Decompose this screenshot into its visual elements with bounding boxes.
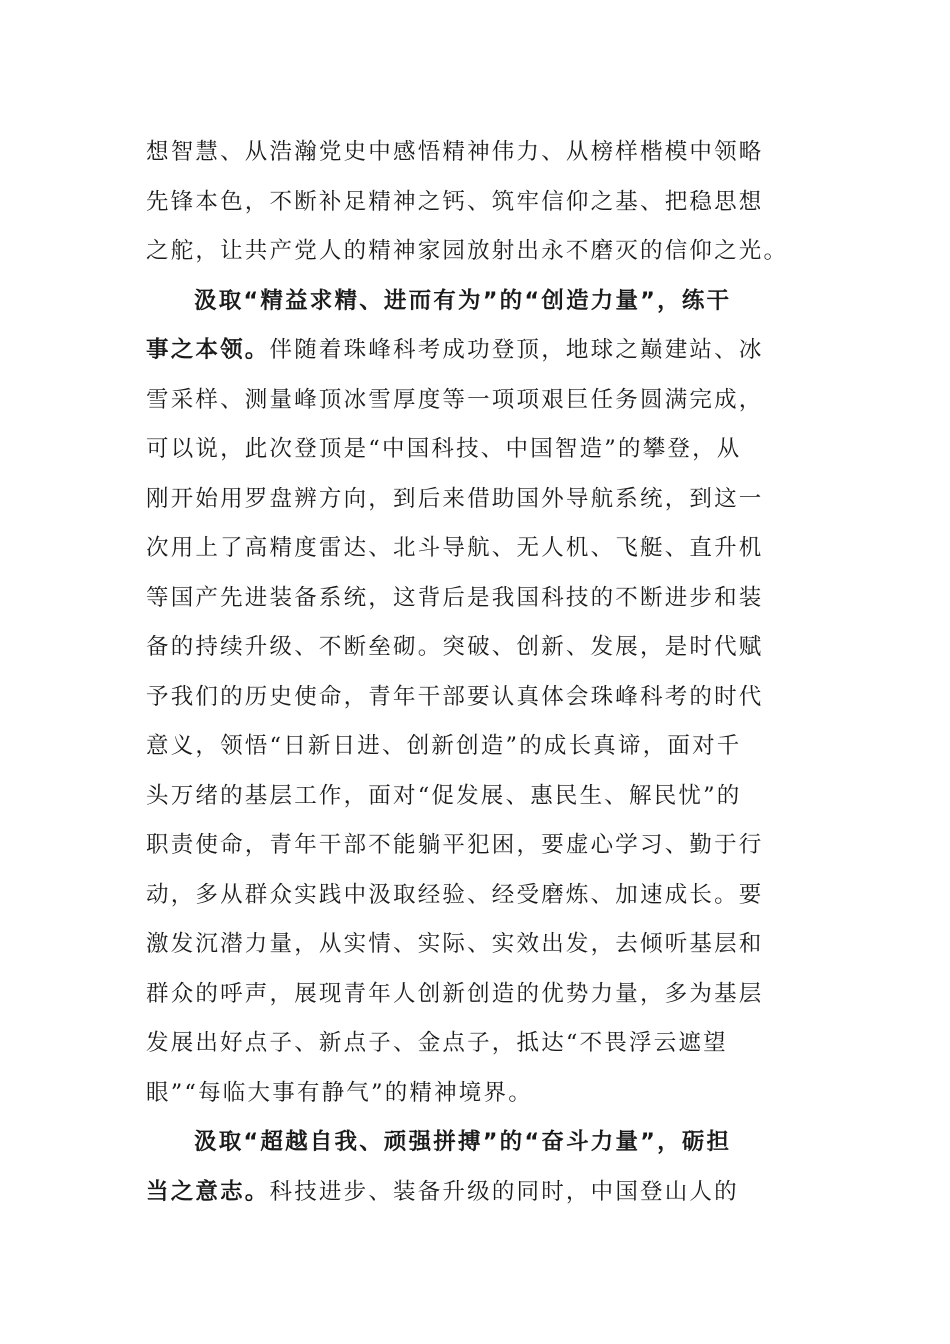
paragraph-line: 职责使命，青年干部不能躺平犯困，要虚心学习、勤于行 — [146, 832, 764, 858]
paragraph-line: 可以说，此次登顶是“中国科技、中国智造”的攀登，从 — [146, 436, 742, 462]
paragraph-line: 发展出好点子、新点子、金点子，抵达“不畏浮云遮望 — [146, 1030, 728, 1056]
paragraph-line: 等国产先进装备系统，这背后是我国科技的不断进步和装 — [146, 584, 764, 611]
paragraph-line: 雪采样、测量峰顶冰雪厚度等一项项艰巨任务圆满完成， — [146, 386, 764, 413]
paragraph-text: 科技进步、装备升级的同时，中国登山人的 — [269, 1178, 739, 1205]
document-body — [146, 128, 806, 1217]
paragraph-line: 激发沉潜力量，从实情、实际、实效出发，去倾听基层和 — [146, 931, 764, 957]
paragraph-line: 动，多从群众实践中汲取经验、经受磨炼、加速成长。要 — [146, 881, 764, 908]
paragraph-line: 刚开始用罗盘辨方向，到后来借助国外导航系统，到这一 — [146, 485, 764, 512]
paragraph-line: 次用上了高精度雷达、北斗导航、无人机、飞艇、直升机 — [146, 535, 764, 561]
section-heading: 当之意志。 — [146, 1178, 270, 1205]
section-heading: 汲取“精益求精、进而有为”的“创造力量”，练干 — [194, 287, 732, 314]
paragraph-text: 伴随着珠峰科考成功登顶，地球之巅建站、冰 — [269, 337, 764, 363]
paragraph-line: 备的持续升级、不断垒砌。突破、创新、发展，是时代赋 — [146, 634, 764, 660]
paragraph-line: 群众的呼声，展现青年人创新创造的优势力量，多为基层 — [146, 980, 764, 1007]
paragraph-line: 眼”“每临大事有静气”的精神境界。 — [146, 1079, 533, 1106]
section-heading: 事之本领。 — [146, 337, 270, 363]
section-heading: 汲取“超越自我、顽强拼搏”的“奋斗力量”，砺担 — [194, 1129, 732, 1155]
paragraph-line: 意义，领悟“日新日进、创新创造”的成长真谛，面对千 — [146, 733, 742, 759]
paragraph-line — [146, 1168, 806, 1218]
paragraph-line: 之舵，让共产党人的精神家园放射出永不磨灭的信仰之光。 — [146, 238, 789, 264]
paragraph-line: 先锋本色，不断补足精神之钙、筑牢信仰之基、把稳思想 — [146, 188, 764, 215]
paragraph-line: 予我们的历史使命，青年干部要认真体会珠峰科考的时代 — [146, 683, 764, 710]
paragraph-line: 头万绪的基层工作，面对“促发展、惠民生、解民忧”的 — [146, 782, 742, 809]
paragraph-line: 想智慧、从浩瀚党史中感悟精神伟力、从榜样楷模中领略 — [146, 139, 764, 165]
paragraph-line — [146, 1118, 806, 1168]
paragraph-line — [146, 277, 806, 327]
paragraph-line — [146, 326, 806, 376]
